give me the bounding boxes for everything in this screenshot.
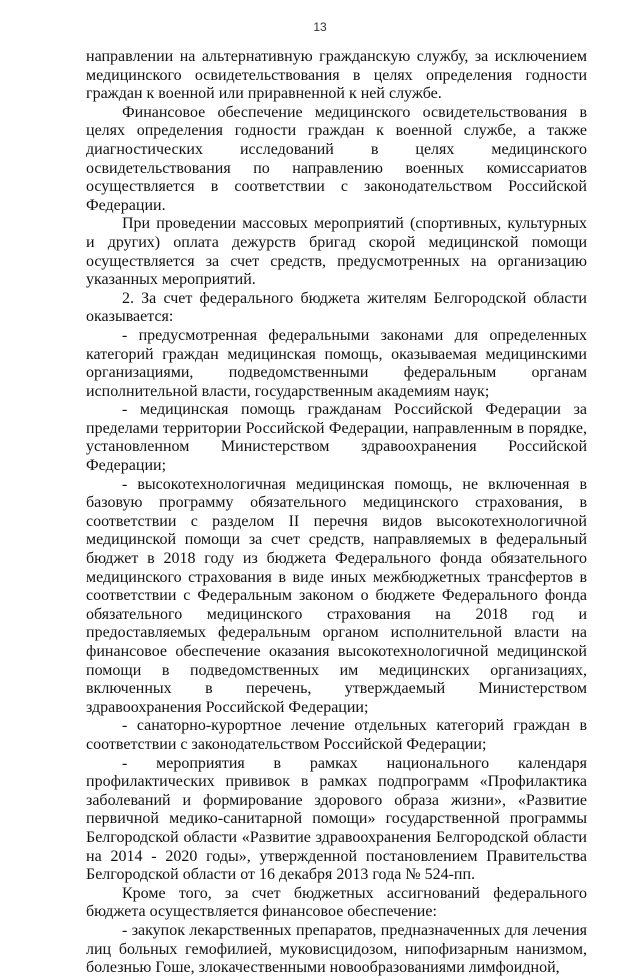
list-item-care-abroad: - медицинская помощь гражданам Российской Федерации за пределами территории Российской Федерации, направленным в порядке, установленном Министерством здравоохранения Российской Федерации;	[86, 401, 587, 475]
paragraph-federal-budget-heading: 2. За счет федерального бюджета жителям Белгородской области оказывается:	[86, 289, 587, 326]
paragraph-additionally: Кроме того, за счет бюджетных ассигнований федерального бюджета осуществляется финансовое обеспечение:	[86, 884, 587, 921]
list-item-vaccination: - мероприятия в рамках национального календаря профилактических прививок в рамках подпрограмм «Профилактика заболеваний и формирование здорового образа жизни», «Развитие первичной медико-санитарной помощи» государственной программы Белгородской области «Развитие здравоохранения Белгородской области на 2014 - 2020 годы», утвержденной постановлением Правительства Белгородской области от 16 декабря 2013 года № 524-пп.	[86, 754, 587, 884]
list-item-sanatorium: - санаторно-курортное лечение отдельных категорий граждан в соответствии с законодательством Российской Федерации;	[86, 717, 587, 753]
paragraph-alt-service: направлении на альтернативную гражданскую службу, за исключением медицинского освидетельствования в целях определения годности граждан к военной или приравненной к ней службе.	[86, 48, 587, 103]
list-item-drug-purchases: - закупок лекарственных препаратов, предназначенных для лечения лиц больных гемофилией, муковисцидозом, нипофизарным нанизмом, болезнью Гоше, злокачественными новообразованиями лимфоидной,	[86, 921, 587, 977]
document-body	[86, 48, 587, 978]
page-number: 13	[313, 20, 327, 34]
paragraph-military-exam-funding: Финансовое обеспечение медицинского освидетельствования в целях определения годности граждан к военной службе, а также диагностических исследований в целях медицинского освидетельствования по направлению военных комиссариатов осуществляется в соответствии с законодательством Российской Федерации.	[86, 103, 587, 214]
paragraph-mass-events: При проведении массовых мероприятий (спортивных, культурных и других) оплата дежурств бригад скорой медицинской помощи осуществляется за счет средств, предусмотренных на организацию указанных мероприятий.	[86, 215, 587, 289]
list-item-high-tech-care: - высокотехнологичная медицинская помощь, не включенная в базовую программу обязательного медицинского страхования, в соответствии с разделом II перечня видов высокотехнологичной медицинской помощи за счет средств, направляемых в федеральный бюджет в 2018 году из бюджета Федерального фонда обязательного медицинского страхования в виде иных межбюджетных трансфертов в соответствии с Федеральным законом о бюджете Федерального фонда обязательного медицинского страхования на 2018 год и предоставляемых федеральным органом исполнительной власти на финансовое обеспечение оказания высокотехнологичной медицинской помощи в подведомственных им медицинских организациях, включенных в перечень, утверждаемый Министерством здравоохранения Российской Федерации;	[86, 475, 587, 716]
list-item-federal-laws-care: - предусмотренная федеральными законами для определенных категорий граждан медицинская помощь, оказываемая медицинскими организациями, подведомственными федеральным органам исполнительной власти, государственным академиям наук;	[86, 326, 587, 400]
